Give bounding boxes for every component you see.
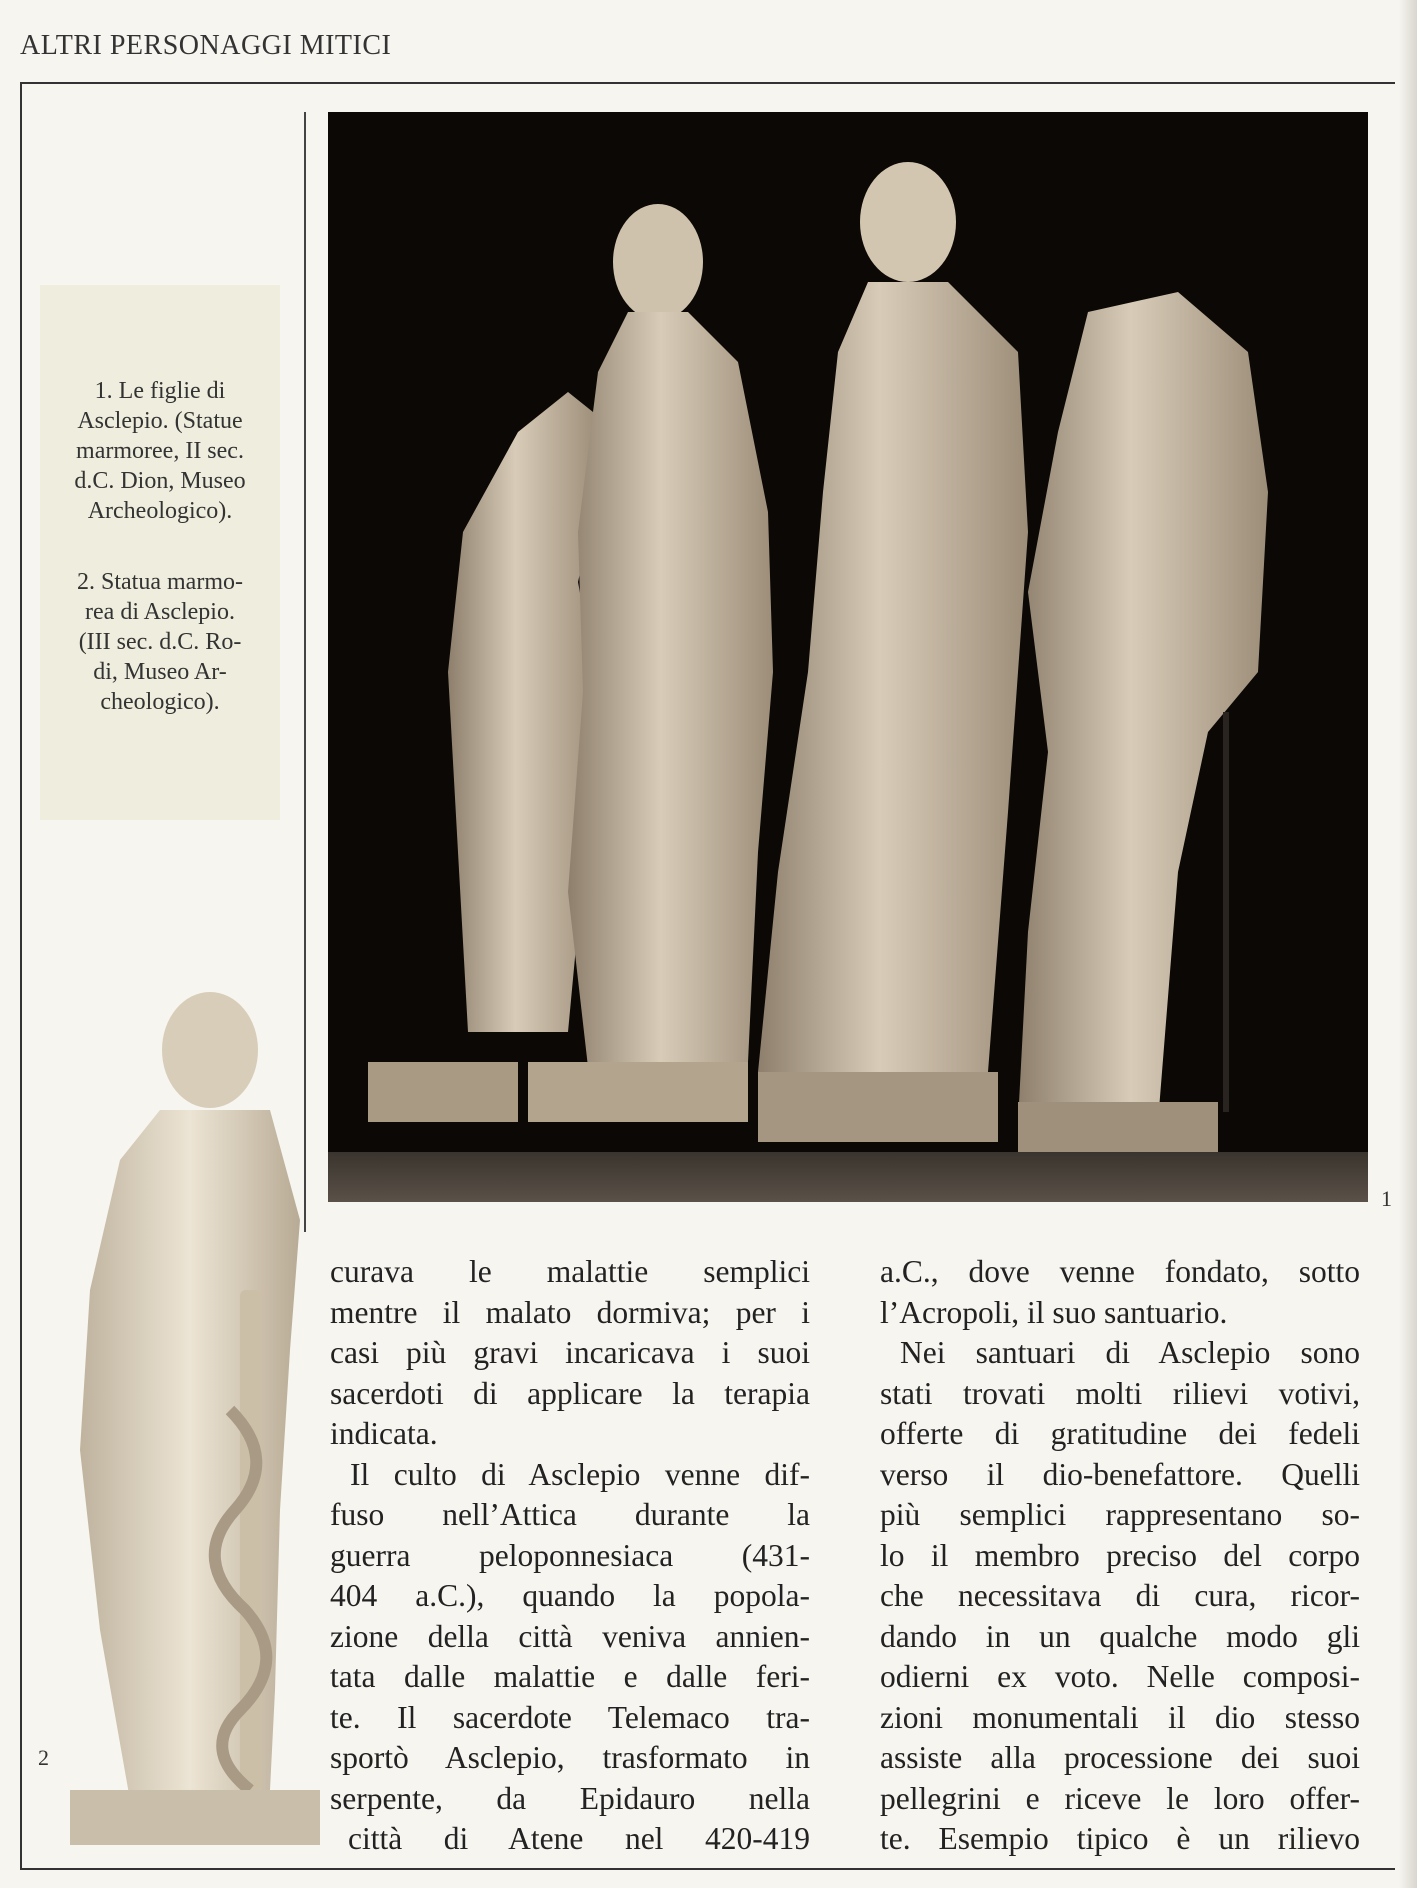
text-line: serpente, da Epidauro nella xyxy=(330,1780,810,1816)
text-line: Nei santuari di Asclepio sono xyxy=(900,1335,1360,1370)
caption-figure-1 xyxy=(50,376,270,526)
body-column-1 xyxy=(330,1252,810,1860)
text-line: 404 a.C.), quando la popola- xyxy=(330,1578,810,1613)
text-line: sacerdoti di applicare la terapia xyxy=(330,1375,810,1411)
caption-line: 1. Le figlie di xyxy=(94,378,226,404)
text-line: verso il dio-benefattore. Quelli xyxy=(880,1456,1360,1492)
text-line: pellegrini e riceve le loro offer- xyxy=(880,1780,1360,1816)
text-line: te. Il sacerdote Telemaco tra- xyxy=(330,1699,810,1735)
text-line: Il culto di Asclepio venne dif- xyxy=(350,1456,810,1492)
page-edge-shadow xyxy=(1399,0,1417,1888)
figure-number-2: 2 xyxy=(38,1745,49,1770)
text-line: te. Esempio tipico è un rilievo xyxy=(880,1821,1360,1856)
text-line: l’Acropoli, il suo santuario. xyxy=(880,1294,1228,1330)
caption-line: 2. Statua marmo- xyxy=(77,569,243,595)
caption-line: (III sec. d.C. Ro- xyxy=(78,629,242,655)
text-line: sportò Asclepio, trasformato in xyxy=(330,1740,810,1775)
text-line: zioni monumentali il dio stesso xyxy=(880,1699,1360,1735)
text-line: offerte di gratitudine dei fedeli xyxy=(880,1416,1360,1451)
caption-figure-2 xyxy=(50,567,270,717)
text-line: che necessitava di cura, ricor- xyxy=(880,1578,1360,1613)
photo-daughters-of-asclepius xyxy=(328,112,1368,1202)
statues-illustration xyxy=(328,112,1368,1202)
photo-statue-of-asclepius xyxy=(40,990,330,1850)
caption-line: rea di Asclepio. xyxy=(85,599,235,625)
caption-line: Asclepio. (Statue xyxy=(77,408,243,434)
figure-number-1: 1 xyxy=(1381,1186,1392,1211)
text-line: lo il membro preciso del corpo xyxy=(880,1537,1360,1573)
asclepius-illustration xyxy=(40,990,330,1850)
text-line: fuso nell’Attica durante la xyxy=(330,1497,810,1532)
text-line: odierni ex voto. Nelle composi- xyxy=(880,1659,1360,1694)
text-line: mentre il malato dormiva; per i xyxy=(330,1294,810,1330)
text-line: indicata. xyxy=(330,1416,438,1451)
text-line: guerra peloponnesiaca (431- xyxy=(330,1537,810,1573)
text-line: più semplici rappresentano so- xyxy=(880,1497,1360,1532)
caption-line: Archeologico). xyxy=(87,498,233,524)
caption-line: di, Museo Ar- xyxy=(93,659,227,685)
text-line: zione della città veniva annien- xyxy=(330,1618,810,1654)
header-rule xyxy=(20,82,1395,84)
left-border-rule xyxy=(20,82,22,1870)
caption-line: marmoree, II sec. xyxy=(76,438,244,464)
bottom-border-rule xyxy=(20,1868,1395,1870)
caption-line: d.C. Dion, Museo xyxy=(74,468,246,494)
body-column-2 xyxy=(880,1252,1360,1860)
text-line: casi più gravi incaricava i suoi xyxy=(330,1335,810,1370)
text-line: dando in un qualche modo gli xyxy=(880,1618,1360,1654)
caption-box xyxy=(40,285,280,820)
running-head: ALTRI PERSONAGGI MITICI xyxy=(20,30,392,61)
text-line: curava le malattie semplici xyxy=(330,1254,810,1289)
text-line: città di Atene nel 420-419 xyxy=(348,1821,810,1856)
text-line: stati trovati molti rilievi votivi, xyxy=(880,1375,1360,1411)
text-line: assiste alla processione dei suoi xyxy=(880,1740,1360,1775)
text-line: a.C., dove venne fondato, sotto xyxy=(880,1254,1360,1289)
caption-line: cheologico). xyxy=(100,689,220,715)
text-line: tata dalle malattie e dalle feri- xyxy=(330,1659,810,1694)
